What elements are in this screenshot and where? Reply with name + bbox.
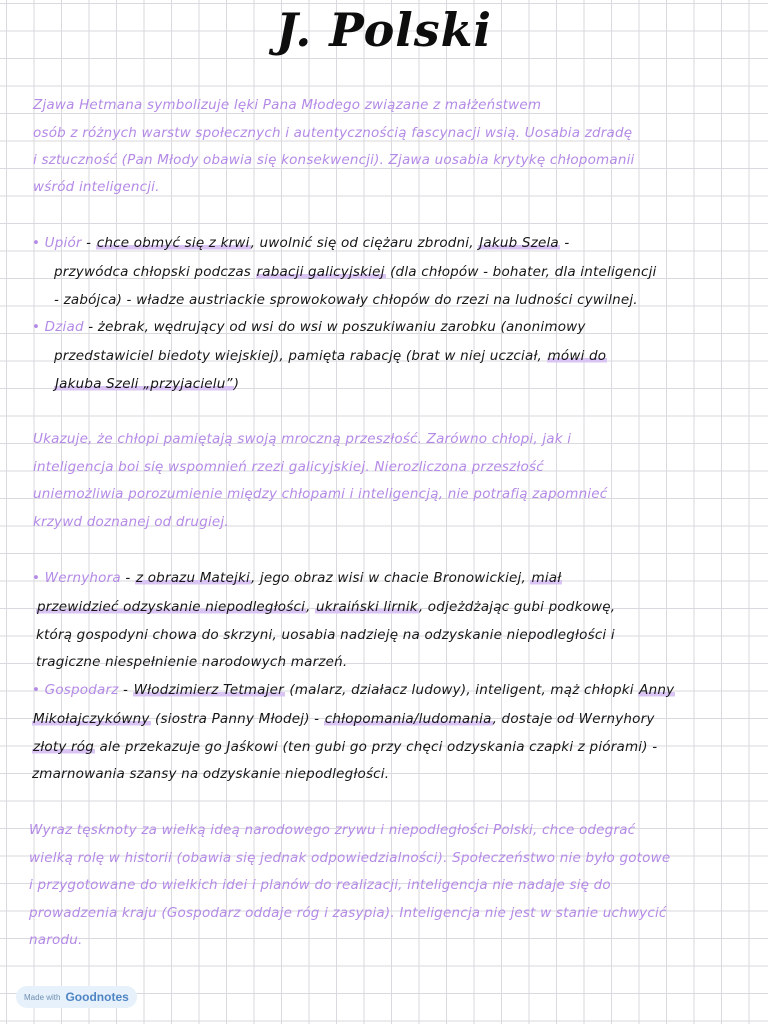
- summary2-line-2: wielką rolę w historii (obawia się jednak odpowiedzialności). Społeczeństwo nie było gotowe: [29, 850, 671, 866]
- gospodarz-highlight: Mikołajczykówny: [33, 711, 150, 727]
- dziad-highlight: mówi do: [547, 348, 607, 364]
- gospodarz-highlight: Włodzimierz Tetmajer: [133, 682, 284, 698]
- intro-line-2: osób z różnych warstw społecznych i autentycznością fascynacji wsią. Uosabia zdradę: [33, 125, 633, 141]
- upior-line-2: [54, 263, 656, 281]
- dziad-text: - żebrak, wędrujący od wsi do wsi w poszukiwaniu zarobku (anonimowy: [83, 319, 586, 335]
- intro-line-1: Zjawa Hetmana symbolizuje lęki Pana Młodego związane z małżeństwem: [33, 97, 542, 113]
- wernyhora-line-4: tragiczne niespełnienie narodowych marzeń.: [36, 654, 348, 670]
- gospodarz-label: Gospodarz: [44, 682, 119, 698]
- wernyhora-text: -: [120, 570, 135, 586]
- wernyhora-text: , jego obraz wisi w chacie Bronowickiej,: [250, 570, 531, 586]
- gospodarz-line-2: [32, 710, 655, 728]
- dziad-label: Dziad: [44, 319, 84, 335]
- gospodarz-text: (siostra Panny Młodej) -: [150, 711, 324, 727]
- wernyhora-label: Wernyhora: [44, 570, 121, 586]
- upior-text: -: [559, 235, 570, 251]
- gospodarz-line-3: [32, 738, 657, 756]
- summary1-line-1: Ukazuje, że chłopi pamiętają swoją mroczną przeszłość. Zarówno chłopi, jak i: [33, 431, 572, 447]
- bullet-icon: •: [32, 235, 41, 251]
- gospodarz-text: -: [118, 682, 133, 698]
- bullet-icon: •: [32, 319, 41, 335]
- dziad-line-3: [54, 375, 239, 393]
- upior-text: -: [81, 235, 96, 251]
- goodnotes-logo: Goodnotes: [65, 990, 129, 1004]
- gospodarz-highlight: Anny: [639, 682, 675, 698]
- wernyhora-text: , odjeżdżając gubi podkowę,: [418, 599, 616, 615]
- gospodarz-text: (malarz, działacz ludowy), inteligent, mąż chłopki: [284, 682, 639, 698]
- made-with-label: Made with: [24, 992, 61, 1002]
- wernyhora-highlight: ukraiński lirnik: [316, 599, 418, 615]
- upior-line-3: - zabójca) - władze austriackie sprowokowały chłopów do rzezi na ludności cywilnej.: [54, 292, 638, 308]
- upior-line-1: [32, 234, 570, 252]
- intro-line-3: i sztuczność (Pan Młody obawia się konsekwencji). Zjawa uosabia krytykę chłopomanii: [33, 152, 635, 168]
- dziad-text: ): [233, 376, 240, 392]
- summary1-line-3: uniemożliwia porozumienie między chłopami i inteligencją, nie potrafią zapomnieć: [33, 486, 608, 502]
- summary2-line-4: prowadzenia kraju (Gospodarz oddaje róg i zasypia). Inteligencja nie jest w stanie uchwycić: [29, 905, 667, 921]
- wernyhora-line-2: [36, 598, 615, 616]
- wernyhora-line-1: [32, 569, 562, 587]
- dziad-highlight: Jakuba Szeli „przyjacielu”: [55, 376, 233, 392]
- upior-label: Upiór: [44, 235, 82, 251]
- summary2-line-1: Wyraz tęsknoty za wielką ideą narodowego zrywu i niepodległości Polski, chce odegrać: [29, 822, 636, 838]
- gospodarz-text: , dostaje od Wernyhory: [492, 711, 655, 727]
- wernyhora-highlight: miał: [531, 570, 562, 586]
- upior-highlight: chce obmyć się z krwi: [96, 235, 250, 251]
- gospodarz-line-1: [32, 681, 675, 699]
- gospodarz-text: ale przekazuje go Jaśkowi (ten gubi go przy chęci odzyskania czapki z piórami) -: [94, 739, 658, 755]
- made-with-goodnotes-badge[interactable]: [16, 986, 137, 1008]
- bullet-icon: •: [32, 570, 41, 586]
- summary1-line-2: inteligencja boi się wspomnień rzezi galicyjskiej. Nierozliczona przeszłość: [33, 459, 544, 475]
- wernyhora-highlight: przewidzieć odzyskanie niepodległości: [37, 599, 306, 615]
- upior-highlight: rabacji galicyjskiej: [256, 264, 385, 280]
- page-title: J. Polski: [276, 3, 492, 57]
- summary2-line-5: narodu.: [29, 932, 83, 948]
- gospodarz-highlight: chłopomania/ludomania: [324, 711, 492, 727]
- intro-line-4: wśród inteligencji.: [33, 179, 160, 195]
- dziad-line-1: [32, 318, 586, 336]
- upior-text: (dla chłopów - bohater, dla inteligencji: [385, 264, 657, 280]
- dziad-text: przedstawiciel biedoty wiejskiej), pamięta rabację (brat w niej uczciał,: [54, 348, 547, 364]
- upior-highlight: Jakub Szela: [479, 235, 559, 251]
- upior-text: przywódca chłopski podczas: [54, 264, 256, 280]
- wernyhora-highlight: z obrazu Matejki: [135, 570, 250, 586]
- gospodarz-highlight: złoty róg: [33, 739, 94, 755]
- dziad-line-2: [54, 347, 607, 365]
- upior-text: , uwolnić się od ciężaru zbrodni,: [250, 235, 479, 251]
- bullet-icon: •: [32, 682, 41, 698]
- wernyhora-line-3: którą gospodyni chowa do skrzyni, uosabia nadzieję na odzyskanie niepodległości i: [36, 627, 615, 643]
- summary1-line-4: krzywd doznanej od drugiej.: [33, 514, 229, 530]
- gospodarz-line-4: zmarnowania szansy na odzyskanie niepodległości.: [32, 766, 390, 782]
- summary2-line-3: i przygotowane do wielkich idei i planów do realizacji, inteligencja nie nadaje się do: [29, 877, 611, 893]
- wernyhora-text: ,: [306, 599, 316, 615]
